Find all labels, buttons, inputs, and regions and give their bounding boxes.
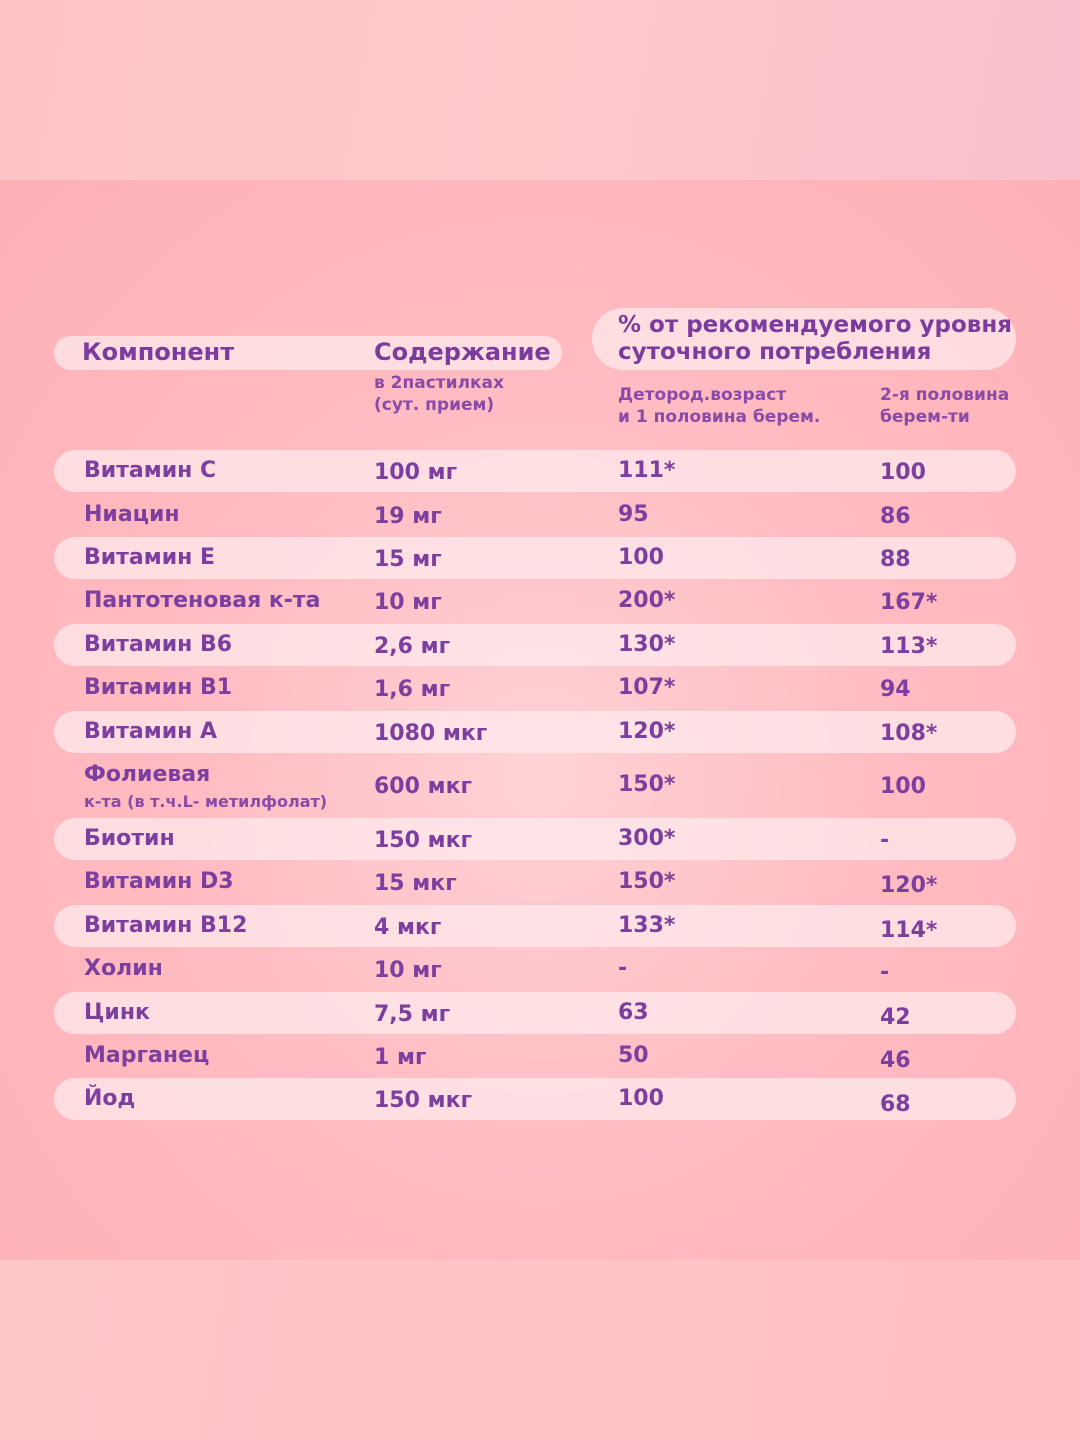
row-amount: 2,6 мг: [374, 634, 451, 659]
row-pct-a: 150*: [618, 869, 676, 894]
row-pct-a: 50: [618, 1043, 649, 1068]
row-name: Биотин: [84, 826, 175, 851]
row-pct-b: -: [880, 960, 890, 985]
row-pct-a: 95: [618, 502, 649, 527]
row-name: Витамин В6: [84, 632, 233, 657]
table-row: [54, 494, 1016, 536]
row-amount: 15 мг: [374, 547, 442, 572]
table-row: [54, 1078, 1016, 1120]
table-row: [54, 905, 1016, 947]
row-name: Витамин D3: [84, 869, 234, 894]
row-name: Витамин В12: [84, 913, 248, 938]
table-row: [54, 861, 1016, 903]
row-amount: 1 мг: [374, 1045, 427, 1070]
row-amount: 10 мг: [374, 958, 442, 983]
header-content-sub-line1: в 2пастилках: [374, 373, 504, 393]
row-pct-b: 100: [880, 774, 926, 799]
header-content-sub-line2: (сут. прием): [374, 395, 495, 415]
row-pct-a: 133*: [618, 913, 676, 938]
row-pct-a: 111*: [618, 458, 676, 483]
row-amount: 1,6 мг: [374, 677, 451, 702]
header-col-a-line1: Детород.возраст: [618, 385, 787, 405]
row-pct-a: 200*: [618, 588, 676, 613]
row-amount: 4 мкг: [374, 915, 442, 940]
header-percent: [618, 312, 1018, 366]
row-amount: 100 мг: [374, 460, 458, 485]
row-amount: 19 мг: [374, 504, 442, 529]
row-name: Холин: [84, 956, 163, 981]
row-name: Витамин Е: [84, 545, 216, 570]
header-col-b-line2: берем-ти: [880, 407, 970, 427]
row-amount: 600 мкг: [374, 774, 472, 799]
top-background-band: [0, 0, 1080, 180]
row-name: Марганец: [84, 1043, 210, 1068]
row-pct-a: 107*: [618, 675, 676, 700]
table-row: [54, 580, 1016, 622]
row-amount: 150 мкг: [374, 1088, 472, 1113]
row-name: Ниацин: [84, 502, 180, 527]
row-amount: 15 мкг: [374, 871, 457, 896]
row-amount: 10 мг: [374, 590, 442, 615]
table-row: [54, 992, 1016, 1034]
row-pct-b: 100: [880, 460, 926, 485]
row-pct-a: 100: [618, 545, 664, 570]
row-pct-b: 114*: [880, 918, 938, 943]
row-name: Йод: [84, 1086, 136, 1111]
row-pct-b: -: [880, 828, 890, 853]
row-pct-b: 46: [880, 1048, 911, 1073]
table-row: [54, 948, 1016, 990]
row-pct-b: 108*: [880, 721, 938, 746]
row-pct-a: 63: [618, 1000, 649, 1025]
row-amount: 1080 мкг: [374, 721, 488, 746]
row-name: Витамин С: [84, 458, 217, 483]
row-pct-a: 100: [618, 1086, 664, 1111]
row-pct-a: 300*: [618, 826, 676, 851]
row-name: Витамин А: [84, 719, 218, 744]
table-row: [54, 537, 1016, 579]
table-row: [54, 667, 1016, 709]
row-name: Цинк: [84, 1000, 150, 1025]
row-pct-a: 120*: [618, 719, 676, 744]
row-pct-b: 94: [880, 677, 911, 702]
header-content: Содержание: [374, 338, 551, 366]
table-row: [54, 711, 1016, 753]
row-pct-a: 130*: [618, 632, 676, 657]
row-pct-b: 86: [880, 504, 911, 529]
table-row: [54, 754, 1016, 814]
row-pct-b: 120*: [880, 873, 938, 898]
header-content-sub: [374, 372, 504, 416]
row-pct-a: -: [618, 956, 628, 981]
header-col-a: [618, 384, 820, 428]
header-col-b-line1: 2-я половина: [880, 385, 1010, 405]
header-col-b: [880, 384, 1009, 428]
table-row: [54, 624, 1016, 666]
row-pct-b: 167*: [880, 590, 938, 615]
row-name: Фолиевая: [84, 762, 211, 787]
row-amount: 150 мкг: [374, 828, 472, 853]
table-row: [54, 1035, 1016, 1077]
row-amount: 7,5 мг: [374, 1002, 451, 1027]
table-row: [54, 818, 1016, 860]
row-name: Пантотеновая к-та: [84, 588, 321, 613]
row-pct-b: 68: [880, 1092, 911, 1117]
header-col-a-line2: и 1 половина берем.: [618, 407, 821, 427]
bottom-background-band: [0, 1260, 1080, 1440]
row-pct-b: 113*: [880, 634, 938, 659]
header-percent-line2: суточного потребления: [618, 339, 932, 365]
row-pct-b: 42: [880, 1005, 911, 1030]
row-name: Витамин В1: [84, 675, 233, 700]
header-percent-line1: % от рекомендуемого уровня: [618, 312, 1013, 338]
table-row: [54, 450, 1016, 492]
row-pct-b: 88: [880, 547, 911, 572]
row-pct-a: 150*: [618, 772, 676, 797]
row-name-note: к-та (в т.ч.L- метилфолат): [84, 792, 328, 811]
header-component: Компонент: [82, 338, 235, 366]
